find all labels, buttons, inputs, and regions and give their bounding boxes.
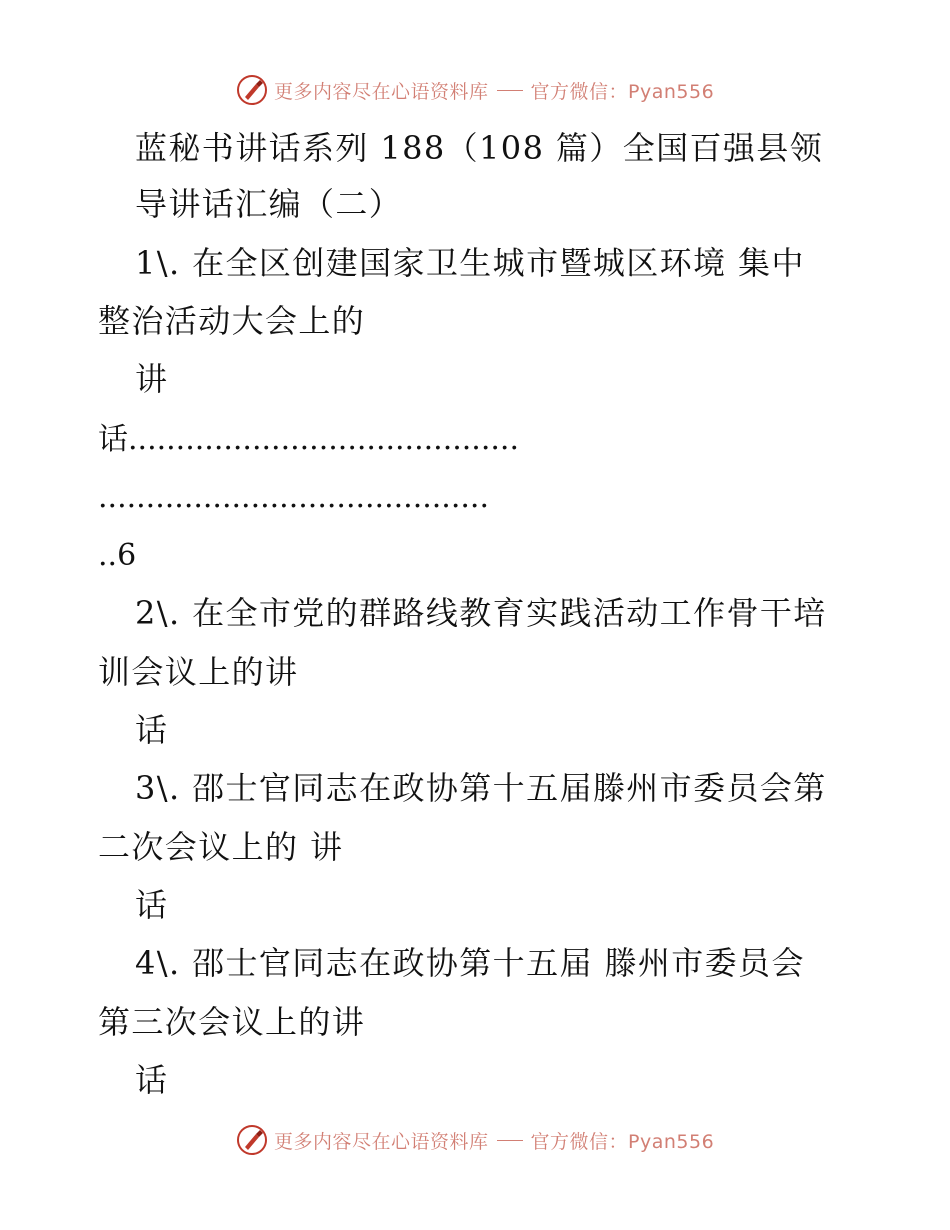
toc-entry-1-leader-1: 话......................................... (98, 422, 519, 457)
toc-entry-1-page-number: ..6 (98, 538, 137, 573)
banner-suffix: 官方微信：Pyan556 (530, 80, 715, 103)
toc-entry-3-line-2: 二次会议上的 讲 (98, 828, 344, 866)
banner-suffix: 官方微信：Pyan556 (530, 1130, 715, 1153)
banner-dash (497, 1140, 523, 1141)
toc-entry-4-line-3: 话 (135, 1061, 169, 1099)
toc-entry-1-line-2: 整治活动大会上的 (98, 302, 366, 340)
toc-entry-3-line-1: 3\. 邵士官同志在政协第十五届滕州市委员会第 (135, 769, 827, 807)
pen-logo-icon (236, 74, 268, 106)
footer-banner (236, 1122, 714, 1158)
toc-entry-1-line-3: 讲 (135, 360, 169, 398)
toc-entry-1-leader-2: ......................................... (98, 480, 489, 515)
toc-entry-4-line-1: 4\. 邵士官同志在政协第十五届 滕州市委员会 (135, 944, 805, 982)
document-title-line-1: 蓝秘书讲话系列 188（108 篇）全国百强县领 (135, 129, 824, 167)
toc-entry-1-line-1: 1\. 在全区创建国家卫生城市暨城区环境 集中 (135, 244, 805, 282)
pen-logo-icon (236, 1124, 268, 1156)
toc-entry-2-line-1: 2\. 在全市党的群路线教育实践活动工作骨干培 (135, 594, 827, 632)
toc-entry-3-line-3: 话 (135, 886, 169, 924)
document-title-line-2: 导讲话汇编（二） (135, 185, 403, 223)
banner-text: 更多内容尽在心语资料库 (274, 1130, 489, 1153)
banner-text: 更多内容尽在心语资料库 (274, 80, 489, 103)
header-banner (236, 72, 714, 108)
toc-entry-4-line-2: 第三次会议上的讲 (98, 1003, 366, 1041)
toc-entry-2-line-3: 话 (135, 711, 169, 749)
toc-entry-2-line-2: 训会议上的讲 (98, 653, 299, 691)
banner-dash (497, 90, 523, 91)
